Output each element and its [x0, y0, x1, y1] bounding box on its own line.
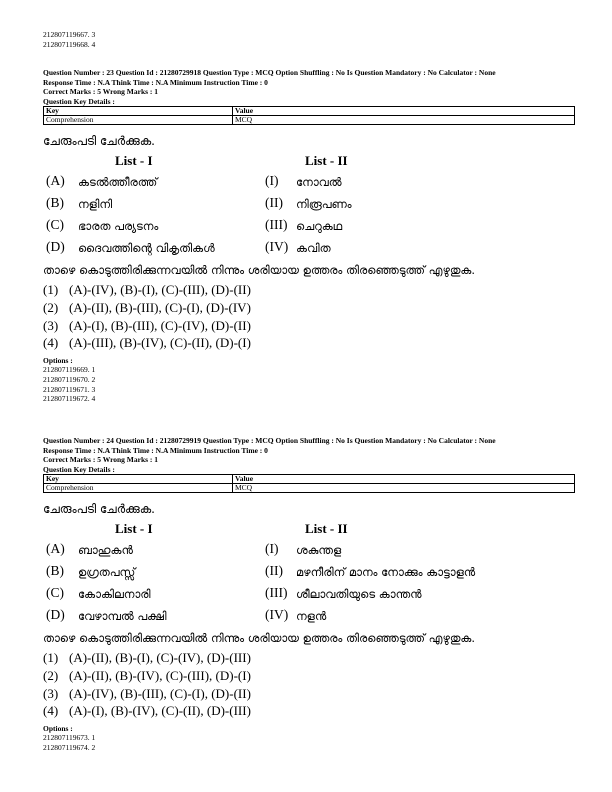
choice-num: (3)	[43, 317, 59, 333]
question-marks: Correct Marks : 5 Wrong Marks : 1	[43, 455, 159, 465]
list2-num: (II)	[265, 563, 283, 579]
question-meta: Question Number : 23 Question Id : 21280729918 Question Type : MCQ Option Shuffling : No Is Question Mandatory : No Calculator : None	[43, 68, 496, 77]
list2-title: List - II	[305, 153, 348, 169]
list2-num: (I)	[265, 541, 279, 557]
option-line: 212807119674. 2	[43, 742, 96, 752]
answer-choice	[43, 702, 575, 720]
list1-text: ഉഗ്രതപസ്സ്	[78, 565, 136, 580]
list2-num: (I)	[265, 173, 279, 189]
list1-num: (C)	[46, 217, 64, 233]
option-line: 212807119667. 3	[43, 30, 96, 39]
list-row	[43, 217, 575, 238]
question-meta: Question Number : 24 Question Id : 21280729919 Question Type : MCQ Option Shuffling : No Is Question Mandatory : No Calculator : None	[43, 436, 496, 445]
question-meta: Response Time : N.A Think Time : N.A Minimum Instruction Time : 0	[43, 77, 268, 87]
list2-text: നളൻ	[296, 609, 327, 624]
choice-text: (A)-(IV), (B)-(III), (C)-(I), (D)-(II)	[69, 685, 251, 701]
list2-num: (III)	[265, 217, 288, 233]
answer-choice	[43, 685, 575, 703]
list2-text: നോവൽ	[296, 175, 342, 190]
instruction: ചേരുംപടി ചേർക്കുക.	[43, 134, 155, 149]
list1-text: കടൽത്തീരത്ത്	[78, 175, 158, 190]
answer-choices	[43, 649, 575, 719]
list1-num: (D)	[46, 607, 65, 623]
answer-choice	[43, 281, 575, 299]
list2-num: (IV)	[265, 607, 289, 623]
instruction: ചേരുംപടി ചേർക്കുക.	[43, 502, 155, 517]
option-line: 212807119669. 1	[43, 365, 96, 375]
list1-text: ബാഹുകൻ	[78, 543, 133, 558]
value-cell: MCQ	[233, 484, 575, 493]
question-23	[43, 68, 575, 404]
list2-text: ശകുന്തള	[296, 543, 342, 558]
choice-text: (A)-(III), (B)-(IV), (C)-(II), (D)-(I)	[69, 335, 251, 351]
value-header: Value	[233, 107, 575, 116]
options-label: Options :	[43, 355, 73, 365]
choice-num: (4)	[43, 703, 59, 719]
key-header: Key	[44, 107, 233, 116]
question-marks: Correct Marks : 5 Wrong Marks : 1	[43, 87, 159, 97]
key-cell: Comprehension	[44, 116, 233, 125]
choice-num: (1)	[43, 282, 59, 298]
key-header: Key	[44, 475, 233, 484]
previous-options	[43, 30, 575, 49]
list-row	[43, 239, 575, 260]
option-line: 212807119671. 3	[43, 384, 96, 394]
option-line: 212807119672. 4	[43, 394, 96, 404]
answer-choice	[43, 649, 575, 667]
value-cell: MCQ	[233, 116, 575, 125]
choice-num: (2)	[43, 299, 59, 315]
answer-choice	[43, 317, 575, 335]
list-row	[43, 195, 575, 216]
list-row	[43, 563, 575, 584]
list1-text: നളിനി	[78, 197, 113, 212]
list2-num: (II)	[265, 195, 283, 211]
answer-choice	[43, 299, 575, 317]
key-cell: Comprehension	[44, 484, 233, 493]
choice-num: (3)	[43, 685, 59, 701]
question-text: താഴെ കൊടുത്തിരിക്കുന്നവയിൽ നിന്നും ശരിയായ ഉത്തരം തിരഞ്ഞെടുത്ത് എഴുതുക.	[43, 263, 476, 278]
key-details-label: Question Key Details :	[43, 464, 115, 474]
list2-text: മഴനീരിന് മാനം നോക്കും കാട്ടാളൻ	[296, 565, 476, 580]
choice-num: (4)	[43, 335, 59, 351]
answer-choice	[43, 667, 575, 685]
option-line: 212807119673. 1	[43, 733, 96, 743]
list1-num: (A)	[46, 173, 65, 189]
list-row	[43, 607, 575, 628]
choice-text: (A)-(IV), (B)-(I), (C)-(III), (D)-(II)	[69, 282, 251, 298]
question-text: താഴെ കൊടുത്തിരിക്കുന്നവയിൽ നിന്നും ശരിയായ ഉത്തരം തിരഞ്ഞെടുത്ത് എഴുതുക.	[43, 631, 476, 646]
list1-num: (A)	[46, 541, 65, 557]
choice-num: (1)	[43, 650, 59, 666]
list1-title: List - I	[115, 153, 153, 169]
match-lists	[43, 521, 575, 629]
question-meta: Response Time : N.A Think Time : N.A Minimum Instruction Time : 0	[43, 445, 268, 455]
key-details-label: Question Key Details :	[43, 96, 115, 106]
list1-num: (B)	[46, 563, 64, 579]
key-table	[43, 106, 575, 125]
list-row	[43, 173, 575, 194]
list1-num: (D)	[46, 239, 65, 255]
match-lists	[43, 153, 575, 261]
choice-text: (A)-(I), (B)-(IV), (C)-(II), (D)-(III)	[69, 703, 251, 719]
list1-num: (C)	[46, 585, 64, 601]
list2-text: ചെറുകഥ	[296, 219, 343, 234]
list1-title: List - I	[115, 521, 153, 537]
list1-num: (B)	[46, 195, 64, 211]
list2-text: നിരൂപണം	[296, 197, 352, 212]
list1-text: വേഴാമ്പൽ പക്ഷി	[78, 609, 167, 624]
choice-text: (A)-(I), (B)-(III), (C)-(IV), (D)-(II)	[69, 317, 251, 333]
list-row	[43, 541, 575, 562]
answer-choices	[43, 281, 575, 351]
options-label: Options :	[43, 723, 73, 733]
list2-text: കവിത	[296, 241, 331, 256]
list1-text: കോകിലനാരി	[78, 587, 151, 602]
choice-text: (A)-(II), (B)-(I), (C)-(IV), (D)-(III)	[69, 650, 251, 666]
list1-text: ഭാരത പര്യടനം	[78, 219, 159, 234]
choice-text: (A)-(II), (B)-(III), (C)-(I), (D)-(IV)	[69, 299, 251, 315]
list2-num: (III)	[265, 585, 288, 601]
list2-text: ശീലാവതിയുടെ കാന്തൻ	[296, 587, 422, 602]
choice-text: (A)-(II), (B)-(IV), (C)-(III), (D)-(I)	[69, 667, 251, 683]
choice-num: (2)	[43, 667, 59, 683]
list1-text: ദൈവത്തിന്റെ വികൃതികൾ	[78, 241, 215, 256]
list2-title: List - II	[305, 521, 348, 537]
value-header: Value	[233, 475, 575, 484]
list2-num: (IV)	[265, 239, 289, 255]
list-row	[43, 585, 575, 606]
key-table	[43, 474, 575, 493]
answer-choice	[43, 334, 575, 352]
question-24	[43, 436, 575, 753]
option-line: 212807119668. 4	[43, 39, 96, 49]
option-line: 212807119670. 2	[43, 374, 96, 384]
